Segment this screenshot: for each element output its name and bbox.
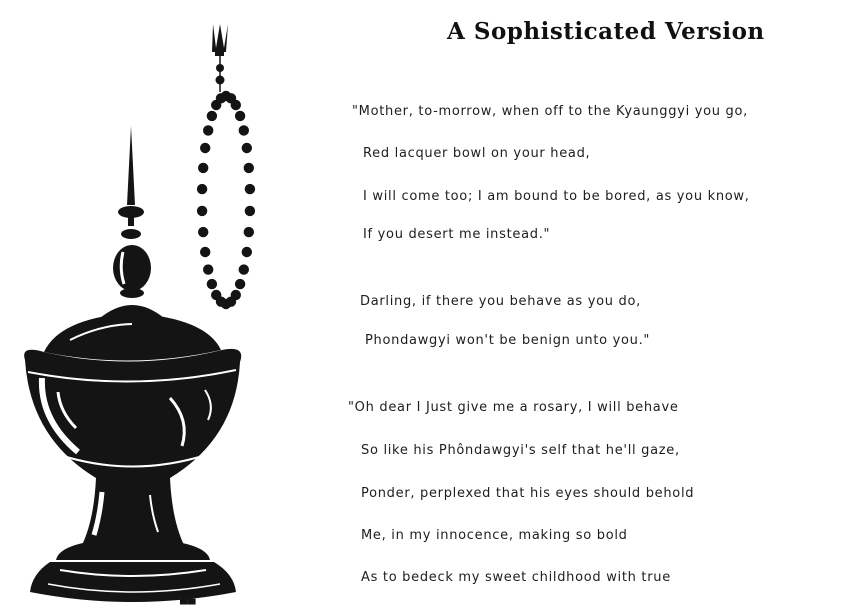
poem-line: "Oh dear I Just give me a rosary, I will behave: [348, 400, 679, 415]
rosary-bead: [239, 264, 249, 274]
poem-line: Phondawgyi won't be benign unto you.": [365, 333, 651, 348]
rosary-bead: [242, 247, 252, 257]
bowl-body: [24, 349, 241, 478]
poem-line: Darling, if there you behave as you do,: [360, 294, 641, 309]
rosary-bead: [235, 279, 245, 289]
rosary-bead: [207, 279, 217, 289]
lacquer-bowl-illustration: [0, 0, 320, 611]
rosary-beads: [197, 24, 255, 309]
rosary-bead: [245, 206, 255, 216]
rosary-bead: [197, 206, 207, 216]
bowl-finial: [100, 126, 164, 318]
rosary-bead: [207, 111, 217, 121]
poem-line: If you desert me instead.": [363, 227, 551, 242]
rosary-bead: [239, 125, 249, 135]
poem-line: As to bedeck my sweet childhood with true: [361, 570, 671, 585]
rosary-bead: [242, 143, 252, 153]
rosary-bead: [211, 290, 221, 300]
rosary-bead: [203, 264, 213, 274]
rosary-bead: [245, 184, 255, 194]
rosary-bead: [231, 100, 241, 110]
poem-line: Me, in my innocence, making so bold: [361, 528, 628, 543]
poem-line: "Mother, to-morrow, when off to the Kyaunggyi you go,: [352, 104, 748, 119]
rosary-bead: [244, 163, 254, 173]
rosary-bead: [200, 247, 210, 257]
rosary-bead: [197, 184, 207, 194]
rosary-bead: [198, 163, 208, 173]
svg-text:▀▀: ▀▀: [180, 600, 196, 611]
rosary-bead: [200, 143, 210, 153]
rosary-bead: [216, 93, 226, 103]
poem-line: I will come too; I am bound to be bored, as you know,: [363, 189, 750, 204]
poem-line: Ponder, perplexed that his eyes should behold: [361, 486, 695, 501]
bowl-lid: [44, 313, 221, 361]
poem-line: So like his Phôndawgyi's self that he'll gaze,: [361, 443, 680, 458]
poem-title: A Sophisticated Version: [447, 18, 765, 45]
rosary-bead: [235, 111, 245, 121]
rosary-bead: [244, 227, 254, 237]
poem-line: Red lacquer bowl on your head,: [363, 146, 591, 161]
rosary-bead: [203, 125, 213, 135]
rosary-bead: [198, 227, 208, 237]
bowl-pedestal: [30, 478, 236, 602]
